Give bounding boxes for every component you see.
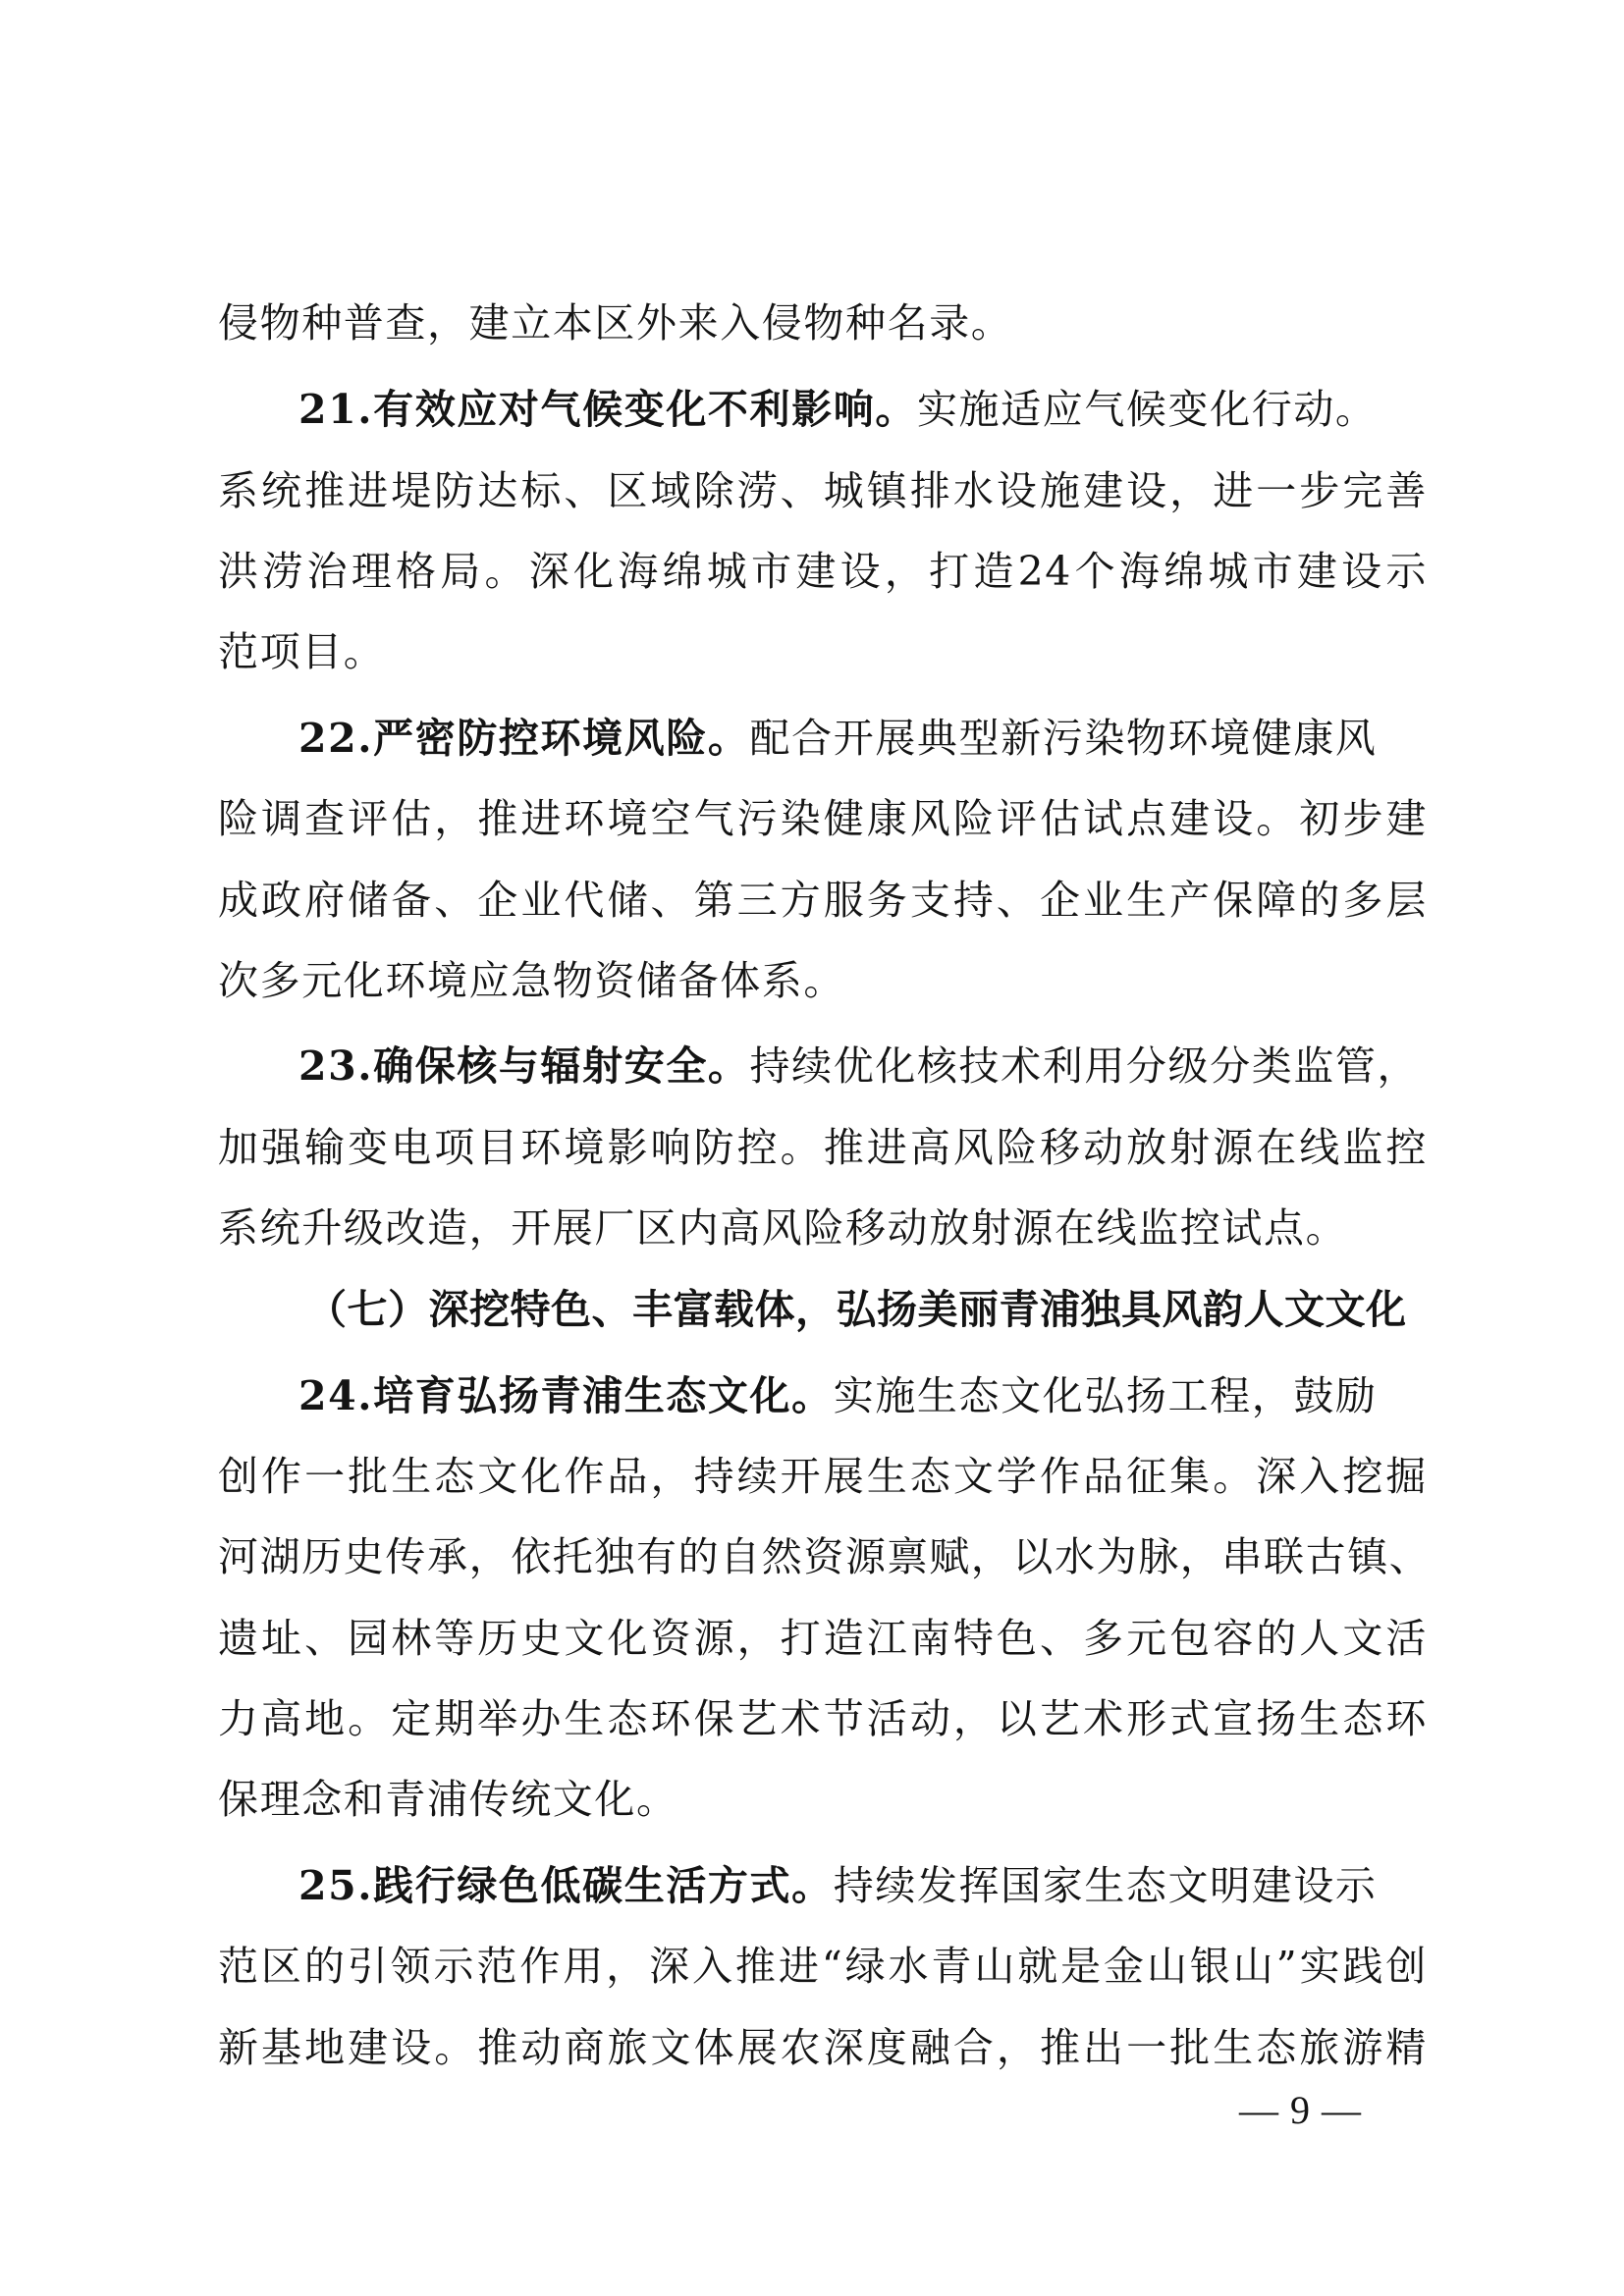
item-25-first-line bbox=[298, 1852, 1428, 1919]
item-21-text: 实施适应气候变化行动。 bbox=[916, 386, 1378, 433]
body-text-line: 系统推进堤防达标、区域除涝、城镇排水设施建设，进一步完善 bbox=[218, 467, 1428, 514]
item-24-text: 实施生态文化弘扬工程，鼓励 bbox=[833, 1372, 1378, 1419]
item-25-title: 25.践行绿色低碳生活方式。 bbox=[298, 1862, 834, 1909]
body-text-line: 洪涝治理格局。深化海绵城市建设，打造24个海绵城市建设示 bbox=[218, 548, 1428, 595]
body-text-line: 范项目。 bbox=[218, 628, 386, 675]
body-text-line: 力高地。定期举办生态环保艺术节活动，以艺术形式宣扬生态环 bbox=[218, 1695, 1428, 1742]
body-text-line: 侵物种普查，建立本区外来入侵物种名录。 bbox=[218, 299, 1013, 347]
body-text-line: 成政府储备、企业代储、第三方服务支持、企业生产保障的多层 bbox=[218, 877, 1428, 924]
item-22-title: 22.严密防控环境风险。 bbox=[298, 715, 750, 762]
item-23-title: 23.确保核与辐射安全。 bbox=[298, 1042, 750, 1090]
body-text-line: 新基地建设。推动商旅文体展农深度融合，推出一批生态旅游精 bbox=[218, 2024, 1428, 2071]
item-25-text: 持续发挥国家生态文明建设示 bbox=[833, 1862, 1378, 1909]
body-text-line: 次多元化环境应急物资储备体系。 bbox=[218, 957, 845, 1004]
item-21-title: 21.有效应对气候变化不利影响。 bbox=[298, 386, 917, 433]
body-text-line: 遗址、园林等历史文化资源，打造江南特色、多元包容的人文活 bbox=[218, 1615, 1428, 1662]
body-text-line: 系统升级改造，开展厂区内高风险移动放射源在线监控试点。 bbox=[218, 1204, 1348, 1252]
section-heading: （七）深挖特色、丰富载体，弘扬美丽青浦独具风韵人文文化 bbox=[306, 1286, 1407, 1333]
item-21-first-line bbox=[298, 376, 1428, 443]
body-text-line: 范区的引领示范作用，深入推进“绿水青山就是金山银山”实践创 bbox=[218, 1943, 1428, 1990]
item-23-text: 持续优化核技术利用分级分类监管， bbox=[749, 1042, 1420, 1090]
item-24-title: 24.培育弘扬青浦生态文化。 bbox=[298, 1372, 834, 1419]
body-text-line: 保理念和青浦传统文化。 bbox=[218, 1776, 678, 1823]
body-text-line: 险调查评估，推进环境空气污染健康风险评估试点建设。初步建 bbox=[218, 795, 1428, 842]
body-text-line: 创作一批生态文化作品，持续开展生态文学作品征集。深入挖掘 bbox=[218, 1453, 1428, 1500]
item-23-first-line bbox=[298, 1033, 1428, 1099]
body-text-line: 加强输变电项目环境影响防控。推进高风险移动放射源在线监控 bbox=[218, 1124, 1428, 1171]
item-24-first-line bbox=[298, 1362, 1428, 1429]
item-22-text: 配合开展典型新污染物环境健康风 bbox=[749, 715, 1378, 762]
body-text-line: 河湖历史传承，依托独有的自然资源禀赋，以水为脉，串联古镇、 bbox=[218, 1533, 1432, 1580]
page-number: — 9 — bbox=[1239, 2088, 1362, 2132]
item-22-first-line bbox=[298, 705, 1428, 772]
